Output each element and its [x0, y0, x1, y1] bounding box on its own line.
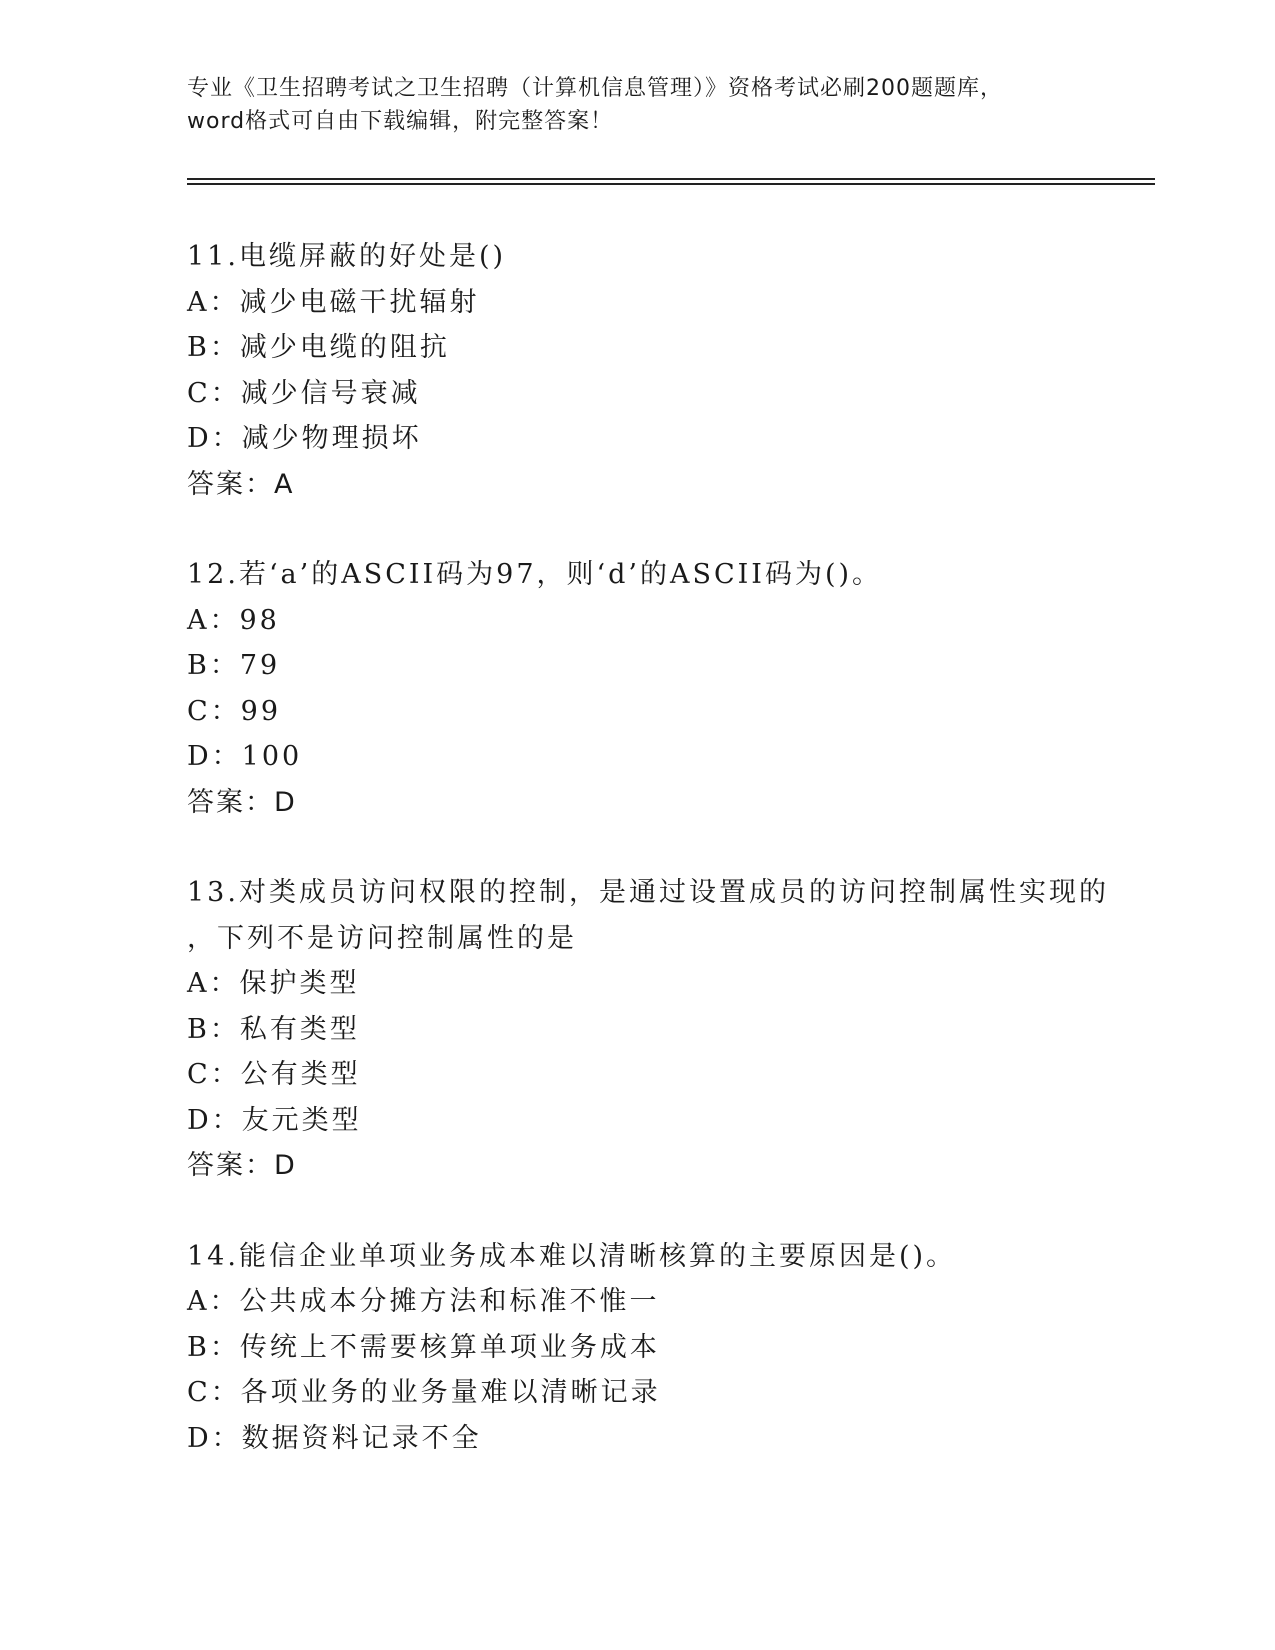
option-letter: D： — [187, 423, 242, 454]
header-divider-bottom — [187, 183, 1155, 185]
question-list — [187, 234, 1137, 1506]
option-a — [187, 961, 1137, 1007]
option-text: 79 — [239, 650, 281, 681]
option-letter: B： — [187, 1331, 240, 1363]
question-title: 12.若‘a’的ASCII码为97，则‘d’的ASCII码为()。 — [187, 559, 883, 590]
option-b — [187, 1325, 1137, 1371]
option-letter: A： — [187, 286, 240, 318]
option-letter: C： — [187, 1059, 241, 1090]
option-text: 100 — [241, 741, 303, 772]
option-c — [187, 1370, 1137, 1416]
question-12 — [187, 552, 1137, 825]
option-d — [187, 416, 1137, 462]
option-text: 公有类型 — [240, 1059, 361, 1090]
option-d — [187, 1098, 1137, 1144]
question-11 — [187, 234, 1137, 507]
answer: 答案：A — [187, 468, 295, 500]
option-letter: D： — [187, 1104, 242, 1136]
option-text: 99 — [240, 695, 282, 727]
option-text: 减少物理损坏 — [241, 423, 422, 454]
option-text: 保护类型 — [239, 968, 360, 999]
option-c — [187, 371, 1137, 417]
option-letter: C： — [187, 377, 241, 409]
header-line-1: 专业《卫生招聘考试之卫生招聘（计算机信息管理）》资格考试必刷200题题库， — [187, 76, 1003, 101]
option-a — [187, 280, 1137, 326]
option-letter: B： — [187, 650, 240, 681]
option-letter: B： — [187, 1013, 240, 1045]
option-letter: D： — [187, 1422, 242, 1454]
question-13 — [187, 870, 1137, 1189]
option-d — [187, 734, 1137, 780]
option-letter: C： — [187, 695, 241, 727]
option-text: 各项业务的业务量难以清晰记录 — [240, 1377, 661, 1408]
option-b — [187, 643, 1137, 689]
option-text: 减少信号衰减 — [240, 377, 421, 409]
option-d — [187, 1416, 1137, 1462]
option-text: 私有类型 — [239, 1013, 360, 1045]
option-c — [187, 1052, 1137, 1098]
question-title: 14.能信企业单项业务成本难以清晰核算的主要原因是()。 — [187, 1240, 957, 1272]
header-line-2: word格式可自由下载编辑，附完整答案！ — [187, 109, 614, 134]
option-text: 公共成本分摊方法和标准不惟一 — [239, 1286, 660, 1317]
answer: 答案：D — [187, 786, 297, 818]
header-divider-top — [187, 178, 1155, 180]
option-letter: A： — [187, 604, 240, 636]
option-letter: C： — [187, 1377, 241, 1408]
option-text: 友元类型 — [241, 1104, 362, 1136]
option-letter: B： — [187, 332, 240, 363]
option-b — [187, 325, 1137, 371]
option-c — [187, 689, 1137, 735]
option-a — [187, 1279, 1137, 1325]
question-14 — [187, 1234, 1137, 1462]
answer: 答案：D — [187, 1150, 297, 1181]
option-text: 减少电磁干扰辐射 — [239, 286, 480, 318]
option-text: 98 — [239, 604, 280, 636]
option-letter: A： — [187, 1286, 240, 1317]
option-a — [187, 598, 1137, 644]
option-letter: D： — [187, 741, 242, 772]
option-text: 数据资料记录不全 — [241, 1422, 482, 1454]
question-title: 13.对类成员访问权限的控制，是通过设置成员的访问控制属性实现的 — [187, 877, 1109, 908]
option-text: 减少电缆的阻抗 — [239, 332, 450, 363]
option-text: 传统上不需要核算单项业务成本 — [239, 1331, 660, 1363]
question-title-continued: ，下列不是访问控制属性的是 — [187, 922, 577, 954]
option-b — [187, 1007, 1137, 1053]
document-header — [187, 72, 1107, 138]
question-title: 11.电缆屏蔽的好处是() — [187, 241, 507, 272]
option-letter: A： — [187, 968, 240, 999]
